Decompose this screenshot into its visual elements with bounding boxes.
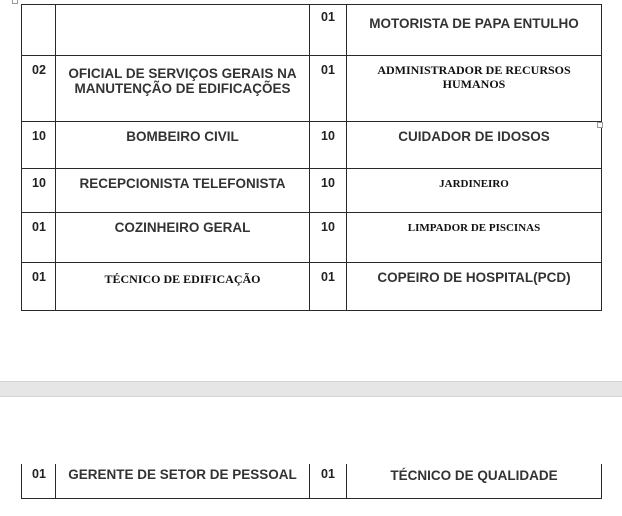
- job-cell-left[interactable]: GERENTE DE SETOR DE PESSOAL: [56, 464, 310, 498]
- table-row: [22, 56, 602, 122]
- job-cell-left[interactable]: OFICIAL DE SERVIÇOS GERAIS NA MANUTENÇÃO DE EDIFICAÇÕES: [56, 56, 310, 122]
- job-cell-left[interactable]: BOMBEIRO CIVIL: [56, 122, 310, 169]
- qty-cell-right[interactable]: 10: [310, 213, 347, 263]
- job-cell-right[interactable]: CUIDADOR DE IDOSOS: [347, 122, 602, 169]
- table-row: [22, 213, 602, 263]
- job-cell-left[interactable]: COZINHEIRO GERAL: [56, 213, 310, 263]
- job-cell-right[interactable]: LIMPADOR DE PISCINAS: [347, 213, 602, 263]
- qty-cell-left[interactable]: 10: [22, 122, 56, 169]
- job-cell-left[interactable]: [56, 5, 310, 56]
- qty-cell-right[interactable]: 01: [310, 263, 347, 311]
- table-row: [22, 169, 602, 213]
- qty-cell-right[interactable]: 01: [310, 5, 347, 56]
- table-row: [22, 5, 602, 56]
- table-row: [22, 464, 602, 498]
- table-row: [22, 122, 602, 169]
- qty-cell-right[interactable]: 10: [310, 169, 347, 213]
- table-resize-handle[interactable]: [597, 122, 603, 128]
- qty-cell-left[interactable]: 01: [22, 263, 56, 311]
- qty-cell-left[interactable]: 02: [22, 56, 56, 122]
- job-cell-left[interactable]: RECEPCIONISTA TELEFONISTA: [56, 169, 310, 213]
- job-cell-left[interactable]: TÉCNICO DE EDIFICAÇÃO: [56, 263, 310, 311]
- table-row: [22, 263, 602, 311]
- qty-cell-right[interactable]: 01: [310, 56, 347, 122]
- qty-cell-right[interactable]: 10: [310, 122, 347, 169]
- page-break-gap: [0, 381, 622, 397]
- qty-cell-right[interactable]: 01: [310, 464, 347, 498]
- qty-cell-left[interactable]: 10: [22, 169, 56, 213]
- qty-cell-left[interactable]: 01: [22, 213, 56, 263]
- job-cell-right[interactable]: ADMINISTRADOR DE RECURSOS HUMANOS: [347, 56, 602, 122]
- document-page-2: [0, 397, 622, 516]
- jobs-table: [21, 4, 602, 311]
- jobs-table-continued: [21, 464, 602, 499]
- qty-cell-left[interactable]: [22, 5, 56, 56]
- job-cell-right[interactable]: JARDINEIRO: [347, 169, 602, 213]
- job-cell-right[interactable]: MOTORISTA DE PAPA ENTULHO: [347, 5, 602, 56]
- job-cell-right[interactable]: TÉCNICO DE QUALIDADE: [347, 464, 602, 498]
- table-move-handle[interactable]: [12, 0, 18, 4]
- qty-cell-left[interactable]: 01: [22, 464, 56, 498]
- job-cell-right[interactable]: COPEIRO DE HOSPITAL(PCD): [347, 263, 602, 311]
